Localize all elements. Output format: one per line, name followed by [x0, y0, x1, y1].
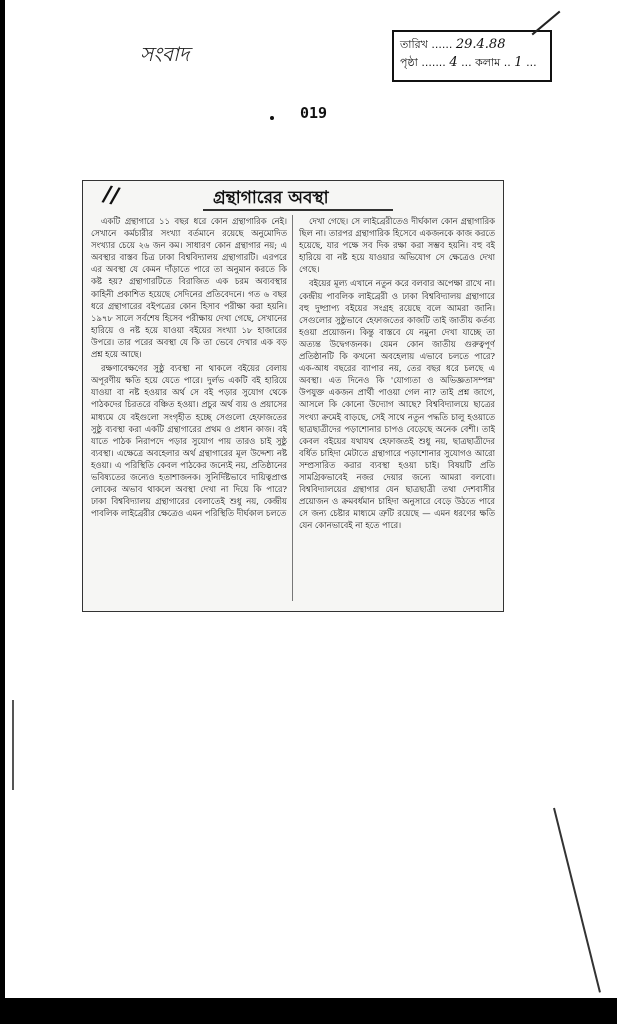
page-number: 019: [300, 104, 328, 122]
stamp-column-value: 1: [514, 55, 523, 70]
pen-mark: //: [100, 181, 122, 210]
handwritten-note: সংবাদ: [140, 42, 190, 66]
scan-left-edge: [0, 0, 5, 1024]
article-paragraph: দেখা গেছে। সে লাইব্রেরীতেও দীর্ঘকাল কোন গ্রন্থাগারিক ছিল না। তারপর গ্রন্থাগারিক হিসেবে একজনকে কাজ করতে হয়েছে, যার পক্ষে সব দিক রক্ষা করা সম্ভব হয়নি। বহু বই হারিয়ে বা নষ্ট হয়ে যাওয়ার অভিযোগ সে ক্ষেত্রেও দেখা গেছে।: [299, 216, 495, 275]
stamp-column-label: কলাম: [475, 56, 501, 69]
newspaper-clipping: [82, 180, 504, 612]
article-paragraph: একটি গ্রন্থাগারে ১১ বছর ধরে কোন গ্রন্থাগারিক নেই। সেখানে কর্মচারীর সংখ্যা বর্তমানে রয়েছে অনুমোদিত সংখ্যার চেয়ে ২৬ জন কম। সাধারণ কোন গ্রন্থাগার নয়; এ অবস্থার বাস্তব চিত্র ঢাকা বিশ্ববিদ্যালয় গ্রন্থাগারটি। এরপরে এর অবস্থা যে কেমন দাঁড়াতে পারে তা অনুমান করতে কি কষ্ট হয়? গ্রন্থাগারটিতে বিরাজিত এক চরম অব্যবস্থার কাহিনী প্রকাশিত হয়েছে সেদিনের প্রতিবেদনে। গত ৬ বছর ধরে গ্রন্থাগারের বইপত্রের কোন হিসাব পরীক্ষা করা হয়নি। ১৯৭৮ সালে সর্বশেষ হিসেব পরীক্ষায় দেখা গেছে, সেখানের হারিয়ে ও নষ্ট হয়ে যাওয়া বইয়ের সংখ্যা ১৮ হাজারের উপরে। তার পরের অবস্থা যে কি তা ভেবে দেখার এক বড় প্রশ্ন হয়ে আছে।: [91, 216, 287, 360]
punch-dot: [270, 116, 274, 120]
stamp-page-value: 4: [449, 55, 458, 70]
stamp-slash-mark: [532, 11, 561, 36]
headline-underline: [203, 209, 393, 211]
article-column-right: [299, 215, 495, 605]
scan-artifact-mark: [12, 700, 14, 790]
scan-bottom-edge: [0, 998, 617, 1024]
column-divider: [292, 215, 293, 601]
article-paragraph: বইয়ের মূল্য এখানে নতুন করে বলবার অপেক্ষা রাখে না। কেন্দ্রীয় পাবলিক লাইব্রেরী ও ঢাকা বিশ্ববিদ্যালয় গ্রন্থাগারে বহু দুষ্প্রাপ্য বইয়ের সংগ্রহ রয়েছে বলে আমরা জানি। সেগুলোর সুষ্ঠুভাবে হেফাজতের কাজটি তাই জাতীয় কর্তব্য হওয়া প্রয়োজন। কিন্তু বাস্তবে যে নমুনা দেখা যাচ্ছে তা অত্যন্ত উদ্বেগজনক। যেমন কোন জাতীয় গুরুত্বপূর্ণ প্রতিষ্ঠানটি কি কখনো অবহেলায় এভাবে চলতে পারে? এক-আধ বছরের ব্যাপার নয়, তের বছর ধরে চলছে এ অবস্থা। এত দিনেও কি 'যোগ্যতা ও অভিজ্ঞতাসম্পন্ন' উপযুক্ত একজন প্রার্থী পাওয়া গেল না? তাই প্রশ্ন জাগে, আসলে কি কোনো উদ্যোগ আছে? বিশ্ববিদ্যালয়ে ছাত্রের সংখ্যা ক্রমেই বাড়ছে, সেই সাথে নতুন পদ্ধতি চালু হওয়াতে ছাত্রছাত্রীদের পড়াশোনার চাপও বেড়েছে অনেক বেশী। তাই কেবল বইয়ের যথাযথ হেফাজতই শুধু নয়, ছাত্রছাত্রীদের বর্ধিত চাহিদা মেটাতে গ্রন্থাগারে পড়াশোনার সুযোগও আরো সম্প্রসারিত করার ব্যবস্থা হওয়া চাই। বিষয়টি প্রতি সামগ্রিকভাবেই নজর দেয়ার জন্যে আমরা বলবো। বিশ্ববিদ্যালয়ের গ্রন্থাগার যেন ছাত্রছাত্রী তথা দেশবাসীর প্রয়োজন ও ক্রমবর্ধমান চাহিদা অনুসারে বেড়ে উঠতে পারে সে জন্য চেষ্টার মাধ্যমে ত্রুটি রয়েছে — এমন ধরণের ক্ষতি যেন কোনভাবেই না হতে পারে।: [299, 278, 495, 531]
paper-fold-line: [553, 808, 601, 993]
date-stamp: তারিখ ...... 29.4.88 পৃষ্ঠা ....... 4 ... কলাম .. 1 ...: [392, 30, 552, 82]
article-paragraph: রক্ষণাবেক্ষণের সুষ্ঠু ব্যবস্থা না থাকলে বইয়ের বেলায় অপূরণীয় ক্ষতি হয়ে যেতে পারে। দুর্লভ একটি বই হারিয়ে যাওয়া বা নষ্ট হওয়ার অর্থ সে বই পড়ার সুযোগ থেকে পাঠকদের চিরতরে বঞ্চিত হওয়া। প্রচুর অর্থ ব্যয় ও প্রয়াসের মাধ্যমে যে বইগুলো সংগৃহীত হচ্ছে সেগুলো হেফাজতের সুষ্ঠু ব্যবস্থা করা একটি গ্রন্থাগারের প্রথম ও প্রধান কাজ। বই যাতে পাঠক নিরাপদে পড়ার সুযোগ পায় তারও চাই সুষ্ঠু ব্যবস্থা। এক্ষেত্রে অবহেলার অর্থ গ্রন্থাগারের মূল উদ্দেশ্য নষ্ট হওয়া। এ পরিস্থিতি কেবল পাঠকের জন্যেই নয়, প্রতিষ্ঠানের ভবিষ্যতের জন্যেও হতাশাজনক। সুনির্দিষ্টভাবে দায়িত্বপ্রাপ্ত লোকের অভাব থাকলে অবস্থা দেখা না দিয়ে কি পারে? ঢাকা বিশ্ববিদ্যালয় গ্রন্থাগারের বেলাতেই শুধু নয়, কেন্দ্রীয় পাবলিক লাইব্রেরীর ক্ষেত্রেও এমন পরিস্থিতি দীর্ঘকাল চলতে: [91, 363, 287, 519]
stamp-page-label: পৃষ্ঠা: [400, 56, 418, 69]
stamp-date-value: 29.4.88: [455, 37, 506, 52]
article-headline: গ্রন্থাগারের অবস্থা: [213, 188, 329, 208]
stamp-date-label: তারিখ: [400, 38, 428, 51]
article-column-left: [91, 215, 287, 605]
